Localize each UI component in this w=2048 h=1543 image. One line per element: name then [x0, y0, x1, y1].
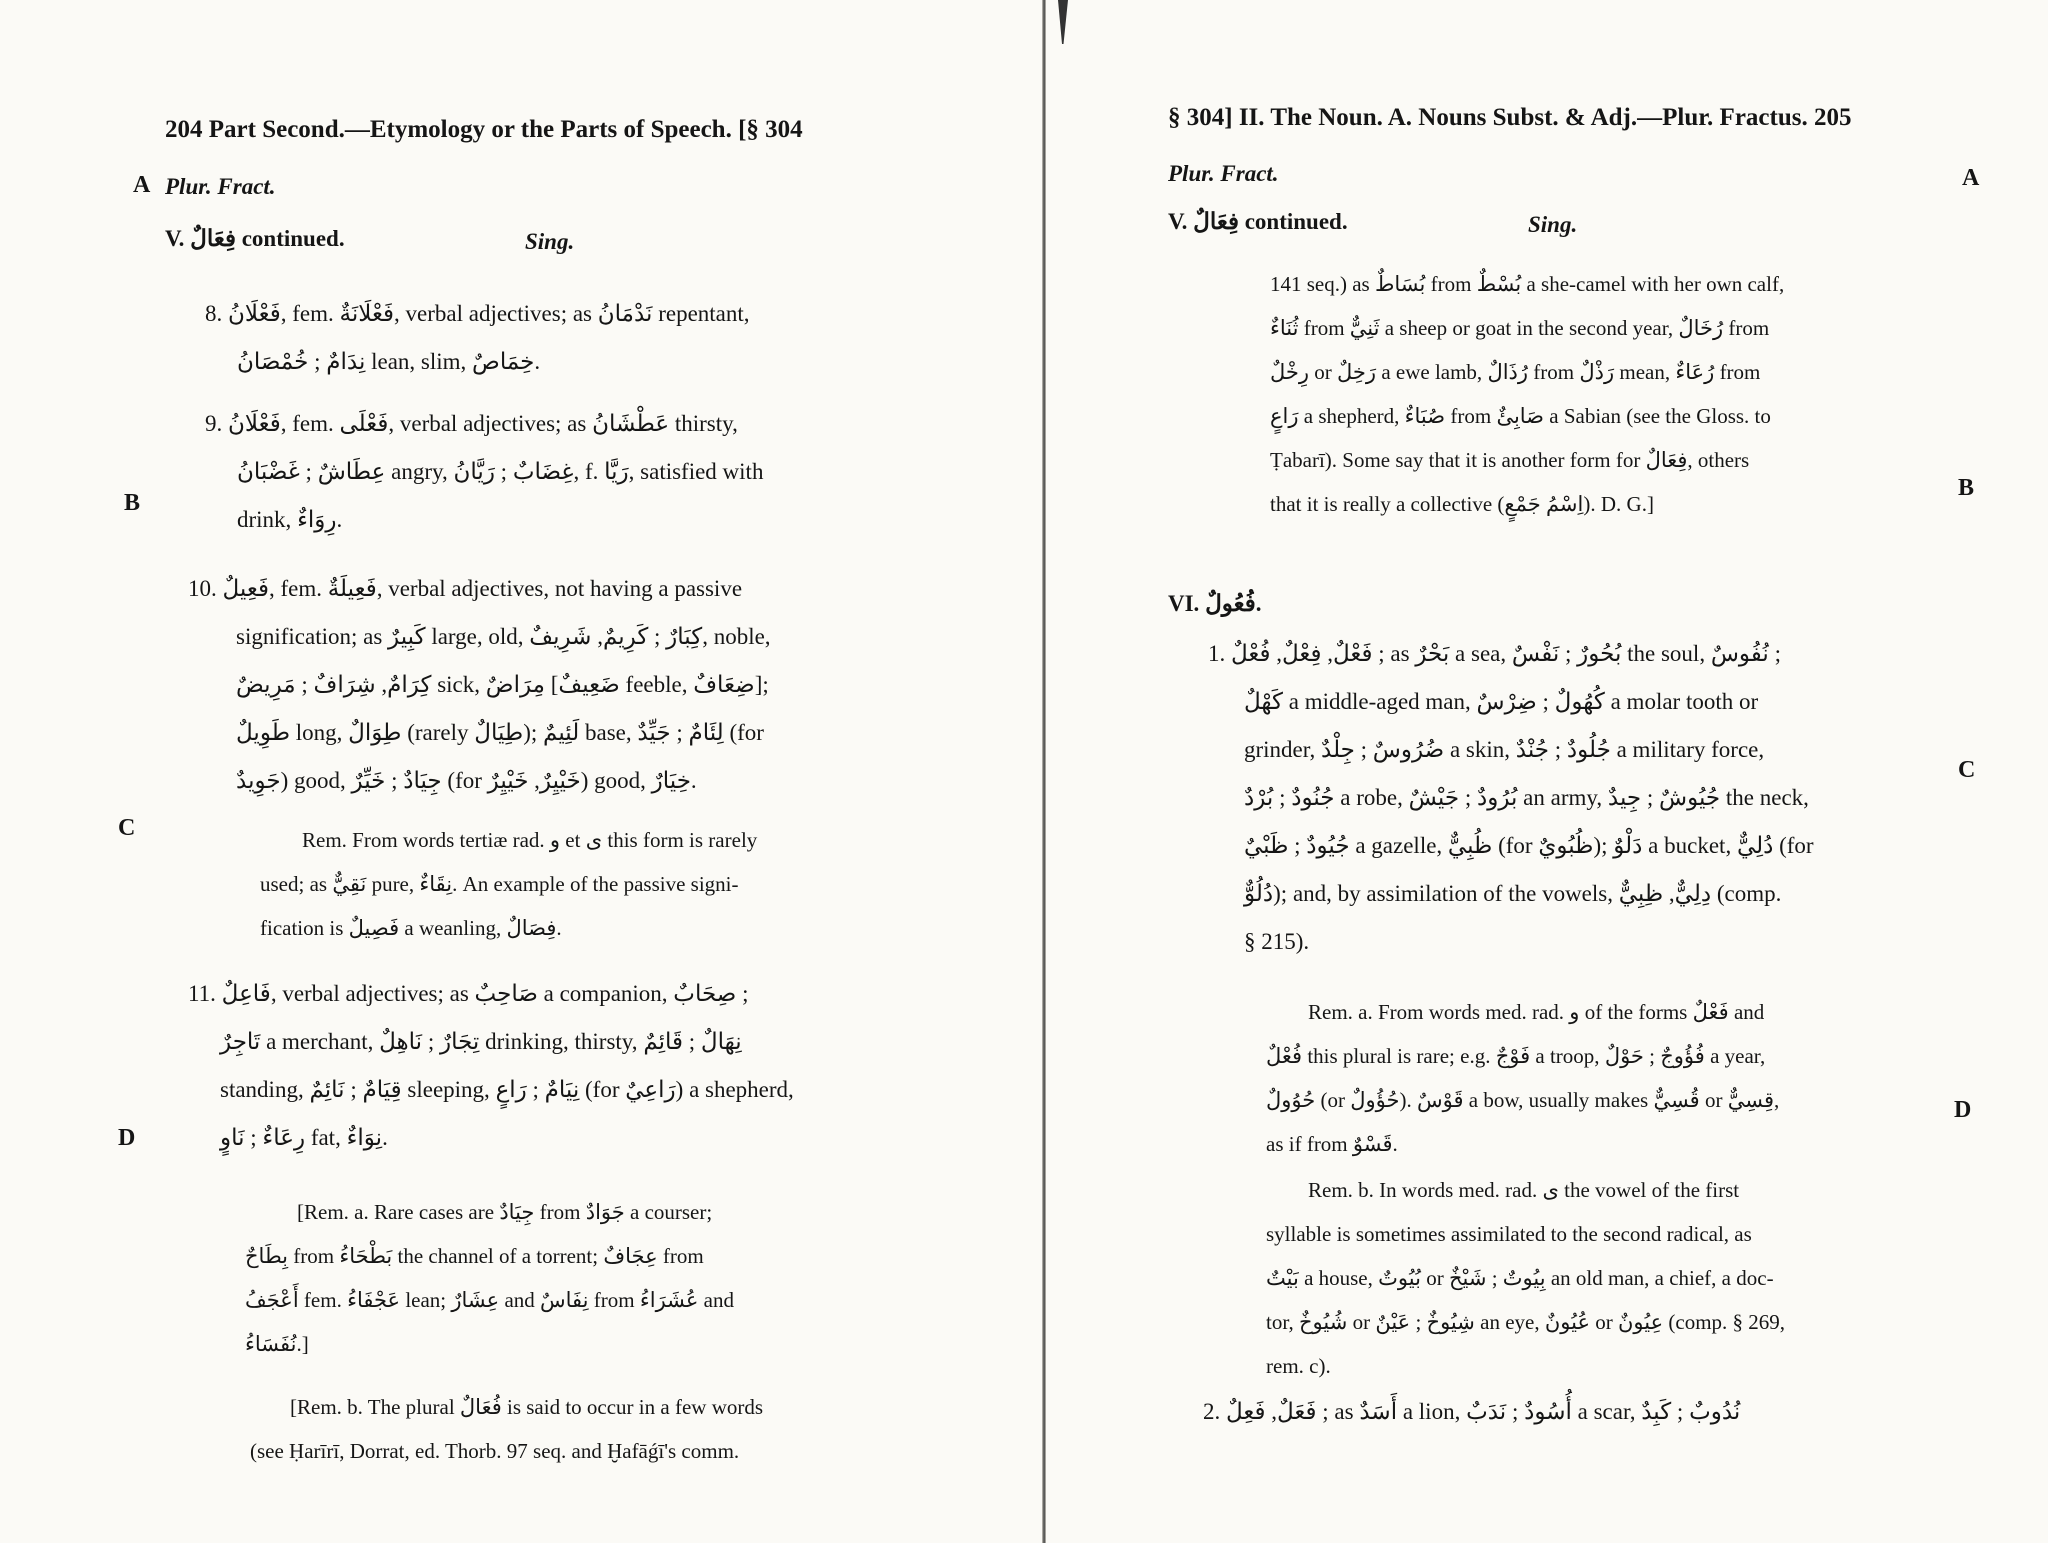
left-running-header: 204 Part Second.—Etymology or the Parts of Speech. [§ 304 — [165, 116, 803, 143]
right-margin-letter-a: A — [1962, 165, 1980, 191]
right-v-heading: V. فِعَالٌ continued. — [1168, 209, 1348, 234]
right-margin-letter-c: C — [1958, 757, 1976, 783]
right-margin-letter-d: D — [1954, 1097, 1972, 1123]
left-sing-label: Sing. — [525, 229, 575, 254]
book-gutter — [1042, 0, 1046, 1543]
right-item-1: 1. فَعْلٌ, فِعْلٌ, فُعْلٌ ; as بَحْرٌ a sea, بُحُورٌ ; نَفْسٌ the soul, نُفُوسٌ ; كَهْلٌ a middle-aged man, كُهُولٌ ; ضِرْسٌ a molar tooth or grinder, ضُرُوسٌ ; جِلْدٌ a skin, جُلُودٌ ; جُنْدٌ a military force, جُنُودٌ ; بُرْدٌ a robe, بُرُودٌ ; جَيْشٌ an army, جُيُوشٌ ; جِيدٌ the neck, جُيُودٌ ; ظَبْيٌ a gazelle, ظُبِيٌّ (for ظُبُويٌ); دَلْوٌ a bucket, دُلِيٌّ (for دُلُوٌّ); and, by assimilation of the vowels, دِلِيٌّ, ظِبِيٌّ (comp. § 215). — [1208, 641, 1814, 954]
left-margin-letter-b: B — [124, 490, 141, 516]
left-margin-letter-a: A — [133, 172, 151, 198]
left-remark-a: [Rem. a. Rare cases are جِيَادٌ from جَوَادٌ a courser; بِطَاحٌ from بَطْحَاءُ the channel of a torrent; عِجَافٌ from أَعْجَفُ fem. عَجْفَاءُ lean; عِشَارٌ and نِفَاسٌ from عُشَرَاءُ and نُفَسَاءُ.] — [245, 1200, 734, 1356]
left-item-11: 11. فَاعِلٌ, verbal adjectives; as صَاحِبٌ a companion, صِحَابٌ ; تَاجِرٌ a merchant, تِجَارٌ ; نَاهِلٌ drinking, thirsty, نِهَالٌ ; قَائِمٌ standing, قِيَامٌ ; نَائِمٌ sleeping, نِيَامٌ ; رَاعٍ (for رَاعِيٌ) a shepherd, رِعَاءٌ ; نَاوٍ fat, نِوَاءٌ. — [188, 981, 794, 1150]
left-item-10: 10. فَعِيلٌ, fem. فَعِيلَةٌ, verbal adjectives, not having a passive signification; as كَبِيرٌ large, old, كِبَارٌ ; كَرِيمٌ, شَرِيفٌ, noble, كِرَامٌ, شِرَافٌ ; مَرِيضٌ sick, مِرَاضٌ [ضَعِيفٌ feeble, ضِعَافٌ]; طَوِيلٌ long, طِوَالٌ (rarely طِيَالٌ); لَئِيمٌ base, لِئَامٌ ; جَيِّدٌ (for جَوِيدٌ) good, جِيَادٌ ; خَيِّرٌ (for خَيْيِرٌ, خَيْيِرٌ) good, خِيَارٌ. — [188, 576, 771, 793]
left-item-9: 9. فَعْلَانُ, fem. فَعْلَى, verbal adjectives; as عَطْشَانُ thirsty, عِطَاشٌ ; غَضْبَانُ angry, غِضَابٌ ; رَيَّانُ, f. رَيَّا, satisfied with drink, رِوَاءٌ. — [205, 411, 764, 532]
right-remark-b: Rem. b. In words med. rad. ى the vowel of the first syllable is sometimes assimilated to the second radical, as بَيْتٌ a house, بُيُوتٌ or بِيُوتٌ ; شَيْخٌ an old man, a chief, a doc- tor, شُيُوخٌ or شِيُوخٌ ; عَيْنٌ an eye, عُيُونٌ or عِيُونٌ (comp. § 269, rem. c). — [1266, 1178, 1786, 1378]
right-continuation: 141 seq.) as بُسَاطٌ from بُسْطٌ a she-camel with her own calf, ثُنَاءٌ from ثَنِيٌّ a sheep or goat in the second year, رُخَالٌ from رِخْلٌ or رَخِلٌ a ewe lamb, رُذَالٌ from رَذْلٌ mean, رُعَاءٌ from رَاعٍ a shepherd, صُبَاءٌ from صَابِئٌ a Sabian (see the Gloss. to Ṭabarī). Some say that it is another form for فِعَالٌ, others that it is really a collective (اِسْمُ جَمْعٍ). D. G.] — [1270, 272, 1785, 516]
left-margin-letter-d: D — [118, 1125, 136, 1151]
left-remark-c: Rem. From words tertiæ rad. و et ى this form is rarely used; as نَقِيٌّ pure, نِقَاءٌ. An example of the passive signi- fication is فَصِيلٌ a weanling, فِصَالٌ. — [260, 828, 758, 940]
left-remark-b: [Rem. b. The plural فُعَالٌ is said to occur in a few words (see Ḥarīrī, Dorrat, ed. Thorb. 97 seq. and Ḫafāǵī's comm. — [250, 1395, 764, 1463]
left-margin-letter-c: C — [118, 815, 136, 841]
left-item-8: 8. فَعْلَانُ, fem. فَعْلَانَةٌ, verbal adjectives; as نَدْمَانُ repentant, نِدَامٌ ; خُمْصَانُ lean, slim, خِمَاصٌ. — [205, 301, 750, 374]
right-margin-letter-b: B — [1958, 475, 1975, 501]
right-running-header: § 304] II. The Noun. A. Nouns Subst. & Adj.—Plur. Fractus. 205 — [1168, 104, 1852, 131]
right-item-2: 2. فَعَلٌ, فَعِلٌ ; as أَسَدٌ a lion, أُسُودٌ ; نَدَبٌ a scar, نُدُوبٌ ; كَبِدٌ — [1203, 1399, 1741, 1424]
right-section-label: Plur. Fract. — [1168, 161, 1279, 186]
right-sing-label: Sing. — [1528, 212, 1578, 237]
right-vi-heading: VI. فُعُولٌ. — [1168, 591, 1262, 616]
right-remark-a: Rem. a. From words med. rad. و of the forms فَعْلٌ and فُعْلٌ this plural is rare; e.g. فَوْجٌ a troop, فُؤُوجٌ ; حَوْلٌ a year, حُوُولٌ (or حُؤُولٌ). قَوْسٌ a bow, usually makes قُسِيٌّ or قِسِيٌّ, as if from قَسْوٌ. — [1266, 1000, 1780, 1156]
left-section-label: Plur. Fract. — [165, 174, 276, 199]
right-page — [1048, 0, 2048, 1543]
left-v-heading: V. فِعَالٌ continued. — [165, 226, 345, 251]
